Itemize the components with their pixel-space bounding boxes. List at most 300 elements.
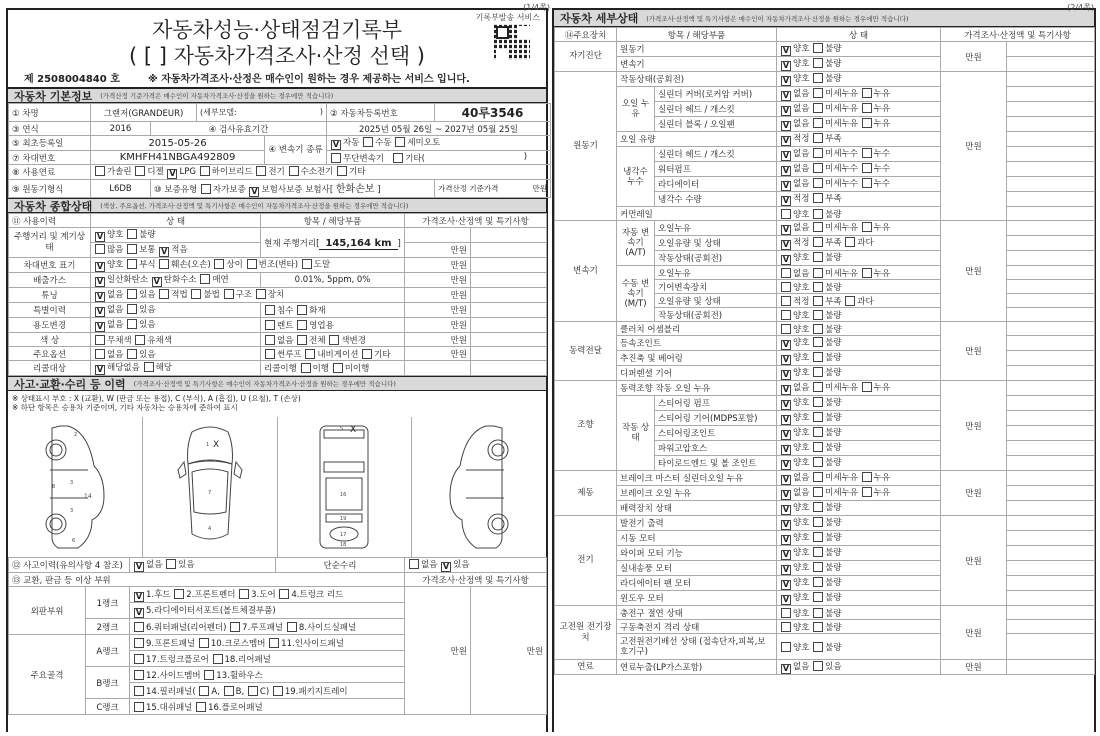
row-item [261,318,405,333]
checkbox[interactable] [813,133,823,143]
checkbox[interactable] [297,335,307,345]
checkbox[interactable] [813,88,823,98]
checkbox[interactable] [862,268,872,278]
checkbox[interactable]: V [782,166,790,175]
option-label: 5.라디에이터서포트(볼트체결부품) [146,605,276,616]
checkbox[interactable]: V [782,370,790,379]
checkbox[interactable] [862,148,872,158]
rank-label: 2랭크 [86,619,130,635]
checkbox[interactable]: V [332,140,340,149]
note-cell [1007,207,1095,221]
checkbox[interactable] [199,686,209,696]
car-left-side-diagram[interactable] [8,417,143,557]
checkbox[interactable]: V [782,225,790,234]
checkbox[interactable]: V [782,106,790,115]
checkbox[interactable] [813,310,823,320]
option-label: 미세누유 [825,89,859,99]
checkbox[interactable] [862,103,872,113]
status-options [777,294,941,308]
checkbox[interactable]: V [782,490,790,499]
checkbox[interactable]: V [251,187,258,196]
checkbox[interactable]: V [782,445,790,454]
note-cell [1007,531,1095,546]
row-status [91,361,261,376]
checkbox[interactable] [813,442,823,452]
checkbox[interactable] [256,289,266,299]
option-label: 불량 [825,518,842,528]
option-label: 9.프론트패널 [146,638,196,649]
checkbox[interactable] [813,457,823,467]
checkbox[interactable] [813,193,823,203]
accident-history-options [130,558,276,573]
checkbox[interactable] [813,367,823,377]
checkbox[interactable] [127,304,137,314]
checkbox[interactable] [230,622,240,632]
option-label: 없음 [146,560,163,570]
checkbox[interactable] [127,349,137,359]
checkbox[interactable] [813,412,823,422]
unit: 만원 [405,333,471,347]
checkbox[interactable]: V [782,340,790,349]
checkbox[interactable] [813,118,823,128]
checkbox[interactable] [127,289,137,299]
checkbox[interactable] [813,282,823,292]
qr-label: 기록부발송 서비스 [475,13,540,22]
row-status [91,318,261,333]
row-label: 주요옵션 [9,347,91,361]
checkbox[interactable] [134,638,144,648]
checkbox[interactable] [196,702,206,712]
checkbox[interactable] [135,335,145,345]
checkbox[interactable] [813,73,823,83]
checkbox[interactable] [134,670,144,680]
checkbox[interactable] [845,296,855,306]
checkbox[interactable] [409,559,419,569]
checkbox[interactable]: V [96,307,104,316]
checkbox[interactable] [813,382,823,392]
checkbox[interactable]: V [135,591,143,601]
checkbox[interactable] [265,320,275,330]
checkbox[interactable] [862,222,872,232]
checkbox[interactable] [239,589,249,599]
car-underbody-diagram[interactable] [278,417,413,557]
checkbox[interactable] [191,289,201,299]
simple-repair-label: 단순수리 [276,558,405,573]
note-cell [471,288,547,303]
checkbox[interactable] [95,335,105,345]
checkbox[interactable] [813,58,823,68]
checkbox[interactable]: V [161,247,168,256]
car-name: 그랜저(GRANDEUR) [91,104,197,122]
checkbox[interactable] [273,686,283,696]
option-label: 미세누유 [825,488,859,498]
note-cell [471,273,547,288]
checkbox[interactable]: V [782,475,790,484]
option-label: 부족 [825,238,842,248]
checkbox[interactable] [813,592,823,602]
checkbox[interactable] [127,229,137,239]
checkbox[interactable] [269,638,279,648]
checkbox[interactable] [201,184,211,194]
row-status [91,303,261,318]
option-label: 양호 [793,533,810,543]
checkbox[interactable] [213,654,223,664]
checkbox[interactable]: V [782,136,790,145]
header: 상 태 [777,28,941,42]
group-label: 변속기 [555,221,617,322]
checkbox[interactable] [813,608,823,618]
option-label: 13.휠하우스 [216,670,263,681]
checkbox[interactable] [781,209,791,219]
checkbox[interactable]: V [782,121,790,130]
option-label: 적법 [171,290,188,300]
checkbox[interactable] [813,148,823,158]
checkbox[interactable] [134,622,144,632]
option-label: 있음 [139,320,156,330]
checkbox[interactable] [199,638,209,648]
checkbox[interactable] [781,282,791,292]
checkbox[interactable] [302,259,312,269]
checkbox[interactable]: V [96,262,104,271]
checkbox[interactable] [813,352,823,362]
rank-parts [130,587,405,603]
checkbox[interactable] [813,252,823,262]
checkbox[interactable] [279,589,289,599]
option-label: 있음 [139,349,156,360]
checkbox[interactable] [256,166,266,176]
option-label: 불량 [825,413,842,423]
checkbox[interactable] [214,259,224,269]
checkbox[interactable] [305,349,315,359]
status-options [777,591,941,606]
checkbox[interactable] [265,335,275,345]
checkbox[interactable] [813,642,823,652]
checkbox[interactable] [813,502,823,512]
option-label: 불량 [825,59,842,69]
table-row [555,396,1095,411]
row-label: 튜닝 [9,288,91,303]
option-label: 불량 [825,324,842,335]
checkbox[interactable]: V [782,595,790,604]
checkbox[interactable] [813,397,823,407]
checkbox[interactable]: V [782,430,790,439]
checkbox[interactable] [813,517,823,527]
checkbox[interactable] [813,296,823,306]
checkbox[interactable]: V [782,550,790,559]
checkbox[interactable]: V [782,400,790,409]
checkbox[interactable] [247,259,257,269]
checkbox[interactable] [862,163,872,173]
checkbox[interactable]: V [782,255,790,264]
item-label: 등속조인트 [617,336,777,351]
checkbox[interactable]: V [782,61,790,70]
checkbox[interactable]: V [782,535,790,544]
rank-parts [130,667,405,683]
checkbox[interactable] [329,335,339,345]
status-options [777,336,941,351]
rank-parts [130,603,405,619]
option-label: 탄화수소 [163,275,197,285]
checkbox[interactable] [144,362,154,372]
item-label: 실린더 헤드 / 개스킷 [655,147,777,162]
row-label: 색 상 [9,333,91,347]
status-options [777,351,941,366]
status-options [777,620,941,634]
checkbox[interactable] [159,259,169,269]
option-label: 양호 [793,458,810,468]
option-label: 가솔린 [107,167,132,177]
row-status [91,258,405,273]
sub-group-label: 냉각수 누수 [617,147,655,207]
option-label: 3.도어 [251,589,276,600]
status-options [777,87,941,102]
checkbox[interactable] [363,137,373,147]
checkbox[interactable] [845,237,855,247]
checkbox[interactable] [134,654,144,664]
checkbox[interactable] [781,622,791,632]
checkbox[interactable]: V [782,151,790,160]
table-row [555,660,1095,675]
table-row [555,322,1095,336]
table-row [9,333,547,347]
checkbox[interactable] [200,166,210,176]
checkbox[interactable] [813,222,823,232]
checkbox[interactable]: V [443,562,450,571]
header: 가격조사·산정액 및 특기사항 [405,214,547,228]
checkbox[interactable] [813,163,823,173]
checkbox[interactable]: V [782,196,790,205]
row-item [261,303,405,318]
checkbox[interactable]: V [96,232,104,241]
checkbox[interactable] [127,259,137,269]
checkbox[interactable] [781,642,791,652]
status-options [777,236,941,251]
option-label: 불량 [825,563,842,573]
checkbox[interactable] [297,305,307,315]
checkbox[interactable] [224,686,234,696]
option-label: 디젤 [147,167,164,177]
note-cell [1007,576,1095,591]
item-label: 브레이크 마스터 실린더오일 누유 [617,471,777,486]
checkbox[interactable] [813,268,823,278]
table-row [555,57,1095,72]
table-row [555,207,1095,221]
checkbox[interactable] [813,209,823,219]
checkbox[interactable] [204,670,214,680]
option-label: 16.플로어패널 [208,702,263,713]
checkbox[interactable] [813,324,823,334]
checkbox[interactable]: V [782,181,790,190]
checkbox[interactable] [135,166,145,176]
option-label: 불량 [825,458,842,468]
table-row [9,273,547,288]
checkbox[interactable] [862,88,872,98]
svg-text:2: 2 [73,432,78,438]
checkbox[interactable]: V [782,46,790,55]
option-label: 양호 [793,324,810,335]
note-cell [1007,280,1095,294]
section-subtitle: (색상, 주요옵션, 가격조사·산정액 및 특기사항은 매수인이 자동차가격조사·산정을 원하는 경우에만 적습니다) [100,202,409,210]
item-label: 기어변속장치 [655,280,777,294]
checkbox[interactable]: V [782,580,790,589]
checkbox[interactable]: V [169,169,176,178]
option-label: 양호 [793,310,810,321]
option-label: 상이 [226,260,243,270]
note-cell [1007,192,1095,207]
car-top-diagram[interactable] [143,417,278,557]
checkbox[interactable] [813,562,823,572]
checkbox[interactable]: V [782,91,790,100]
option-label: 없음 [793,149,810,159]
checkbox[interactable] [159,289,169,299]
mark-x: X [350,425,357,435]
checkbox[interactable] [813,622,823,632]
checkbox[interactable]: V [135,562,143,571]
checkbox[interactable] [127,319,137,329]
option-label: 양호 [793,253,810,263]
checkbox[interactable] [781,296,791,306]
checkbox[interactable] [287,622,297,632]
checkbox[interactable] [813,178,823,188]
option-label: 과다 [857,238,874,248]
checkbox[interactable] [289,166,299,176]
accident-table [8,557,547,715]
checkbox[interactable] [862,178,872,188]
table-row [555,531,1095,546]
checkbox[interactable] [862,487,872,497]
checkbox[interactable] [813,661,823,671]
checkbox[interactable]: V [782,385,790,394]
checkbox[interactable] [248,686,258,696]
checkbox[interactable] [331,153,341,163]
checkbox[interactable] [781,310,791,320]
status-options [777,531,941,546]
checkbox[interactable]: V [782,565,790,574]
car-right-side-diagram[interactable] [412,417,546,557]
checkbox[interactable] [174,589,184,599]
car-diagrams [8,417,546,557]
checkbox[interactable] [337,166,347,176]
checkbox[interactable]: V [96,365,104,374]
option-label: 내비게이션 [317,349,359,360]
label: ⑤ 최초등록일 [9,136,91,151]
checkbox[interactable] [95,349,105,359]
checkbox[interactable] [813,427,823,437]
checkbox[interactable] [265,349,275,359]
option-label: 미이행 [344,364,370,374]
checkbox[interactable] [862,382,872,392]
checkbox[interactable]: V [135,607,143,617]
option-label: A, [211,686,220,697]
checkbox[interactable]: V [782,505,790,514]
unit: 만원 [405,243,471,258]
option-label: 양호 [793,282,810,293]
checkbox[interactable]: V [782,76,790,85]
option-label: 부족 [825,296,842,307]
checkbox[interactable] [862,472,872,482]
unit: 만원 [941,322,1007,381]
table-row [555,147,1095,162]
group-label: 연료 [555,660,617,675]
page-marker: (2/4쪽) [1067,3,1094,12]
checkbox[interactable] [166,559,176,569]
checkbox[interactable] [813,472,823,482]
note-cell [1007,294,1095,308]
option-label: 없음 [793,662,810,672]
first-registration: 2015-05-26 [91,136,265,151]
checkbox[interactable] [333,363,343,373]
rank-parts [130,651,405,667]
checkbox[interactable] [95,244,105,254]
checkbox[interactable] [127,244,137,254]
qr-code-icon[interactable] [494,24,530,60]
checkbox[interactable] [134,702,144,712]
checkbox[interactable] [301,363,311,373]
table-row [555,42,1095,57]
unit: 만원 [405,273,471,288]
checkbox[interactable] [224,289,234,299]
checkbox[interactable] [200,274,210,284]
checkbox[interactable] [362,349,372,359]
checkbox[interactable] [781,268,791,278]
option-label: 불량 [825,353,842,363]
checkbox[interactable] [781,324,791,334]
checkbox[interactable] [813,547,823,557]
table-row [555,266,1095,280]
row-label: 배출가스 [9,273,91,288]
document-note: ※ 자동차가격조사·산정은 매수인이 원하는 경우 제공하는 서비스 입니다. [148,74,470,85]
page-2 [552,3,1096,732]
checkbox[interactable] [393,153,403,163]
checkbox[interactable] [395,137,405,147]
status-options [777,366,941,381]
checkbox[interactable] [813,487,823,497]
checkbox[interactable]: V [782,664,790,673]
checkbox[interactable]: V [782,355,790,364]
checkbox[interactable]: V [96,277,104,286]
checkbox[interactable] [781,608,791,618]
document-subtitle: ( [ ] 자동차가격조사·산정 선택 ) [129,44,425,68]
checkbox[interactable]: V [96,292,104,301]
checkbox[interactable]: V [153,277,160,286]
checkbox[interactable]: V [96,322,104,331]
checkbox[interactable] [813,43,823,53]
option-label: 해당없음 [107,363,140,373]
option-label: 양호 [793,413,810,423]
checkbox[interactable] [813,337,823,347]
checkbox[interactable] [95,166,105,176]
checkbox[interactable] [813,532,823,542]
checkbox[interactable] [813,577,823,587]
checkbox[interactable] [134,686,144,696]
option-label: 없음 [793,383,810,393]
checkbox[interactable]: V [782,240,790,249]
checkbox[interactable]: V [782,415,790,424]
checkbox[interactable]: V [782,520,790,529]
checkbox[interactable] [813,103,823,113]
option-label: 없음 [107,320,124,330]
checkbox[interactable] [862,118,872,128]
item-label: 디퍼렌셜 기어 [617,366,777,381]
checkbox[interactable] [813,237,823,247]
title-block [8,10,546,88]
checkbox[interactable]: V [782,460,790,469]
svg-text:16: 16 [340,492,347,498]
checkbox[interactable] [297,320,307,330]
checkbox[interactable] [265,305,275,315]
group-label: 자기진단 [555,42,617,72]
table-row [555,486,1095,501]
